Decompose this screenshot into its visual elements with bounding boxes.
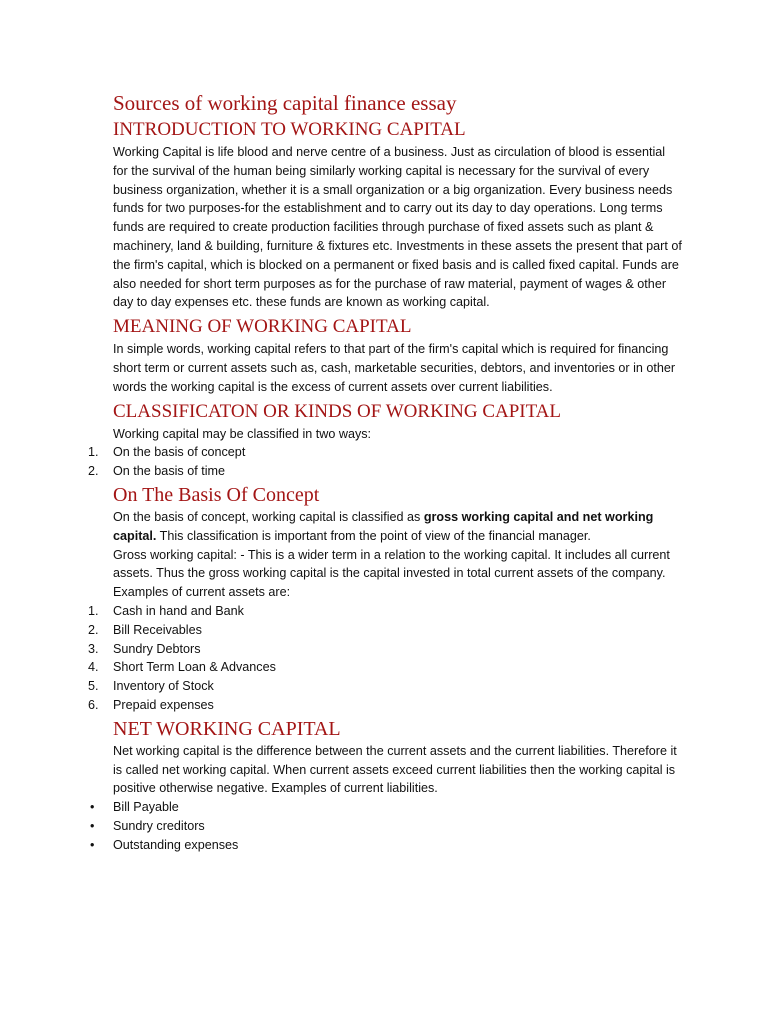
list-item	[88, 658, 683, 677]
list-number: 4.	[88, 660, 99, 675]
list-number: 2.	[88, 464, 99, 479]
list-item-text: Sundry Debtors	[113, 641, 201, 656]
list-item-text: On the basis of time	[113, 464, 225, 479]
heading-net-working-capital: NET WORKING CAPITAL	[113, 717, 341, 740]
heading-meaning: MEANING OF WORKING CAPITAL	[113, 316, 412, 338]
heading-classification: CLASSIFICATON OR KINDS OF WORKING CAPITAL	[113, 400, 562, 422]
paragraph-classification: Working capital may be classified in two ways:	[113, 426, 372, 441]
paragraph-gross: Gross working capital: - This is a wider term in a relation to the working capital. It includes all current assets. Thus the gross working capital is the capital invested in total current assets of the company. Examples of current assets are:	[113, 547, 670, 600]
list-item-text: Outstanding expenses	[113, 837, 239, 852]
list-item-text: Bill Receivables	[113, 622, 202, 637]
current-liabilities-list	[90, 798, 683, 854]
concept-text-pre: On the basis of concept, working capital is classified as	[113, 509, 424, 524]
document-title: Sources of working capital finance essay	[113, 91, 457, 115]
list-item-text: Short Term Loan & Advances	[113, 660, 276, 675]
paragraph-concept	[113, 508, 683, 546]
classification-list	[88, 443, 683, 481]
heading-introduction: INTRODUCTION TO WORKING CAPITAL	[113, 119, 466, 140]
paragraph-introduction: Working Capital is life blood and nerve centre of a business. Just as circulation of blood is essential for the survival of the human being similarly working capital is necessary for the survival of every business organization, whether it is a small organization or a big organization. Every business needs funds for two purposes-for the establishment and to carry out its day to day operations. Long terms funds are required to create production facilities through purchase of fixed assets such as plant & machinery, land & building, furniture & fixtures etc. Investments in these assets the present that part of the firm's capital, which is blocked on a permanent or fixed basis and is called fixed capital. Funds are also needed for short term purposes as for the purchase of raw material, payment of wages & other day to day expenses etc. these funds are known as working capital.	[113, 145, 682, 310]
list-item	[88, 696, 683, 715]
list-item	[88, 602, 683, 621]
current-assets-list	[88, 602, 683, 715]
list-item	[90, 817, 683, 836]
list-item-text: Inventory of Stock	[113, 679, 214, 694]
paragraph-meaning: In simple words, working capital refers to that part of the firm's capital which is required for financing short term or current assets such as, cash, marketable securities, debtors, and inventories or in other words the working capital is the excess of current assets over current liabilities.	[113, 342, 676, 394]
paragraph-net-working-capital: Net working capital is the difference between the current assets and the current liabilities. Therefore it is called net working capital. When current assets exceed current liabilities then the working capital is positive otherwise negative. Examples of current liabilities.	[113, 743, 677, 796]
list-item	[90, 836, 683, 855]
bullet-icon: •	[90, 837, 95, 852]
list-item-text: On the basis of concept	[113, 445, 246, 460]
list-number: 2.	[88, 622, 99, 637]
list-item-text: Sundry creditors	[113, 818, 205, 833]
document-content	[88, 89, 683, 855]
list-number: 5.	[88, 679, 99, 694]
list-item	[88, 462, 683, 481]
list-item	[90, 798, 683, 817]
list-number: 1.	[88, 603, 99, 618]
list-item-text: Bill Payable	[113, 800, 179, 815]
list-item	[88, 443, 683, 462]
list-item	[88, 621, 683, 640]
list-item-text: Prepaid expenses	[113, 697, 214, 712]
list-number: 3.	[88, 641, 99, 656]
list-number: 6.	[88, 697, 99, 712]
list-item	[88, 677, 683, 696]
heading-concept: On The Basis Of Concept	[113, 483, 320, 506]
bullet-icon: •	[90, 818, 95, 833]
list-item-text: Cash in hand and Bank	[113, 603, 244, 618]
concept-text-bold: gross working capital and net working capital.	[113, 509, 654, 543]
list-number: 1.	[88, 445, 99, 460]
concept-text-post: This classification is important from the point of view of the financial manager.	[156, 528, 591, 543]
list-item	[88, 640, 683, 659]
bullet-icon: •	[90, 800, 95, 815]
